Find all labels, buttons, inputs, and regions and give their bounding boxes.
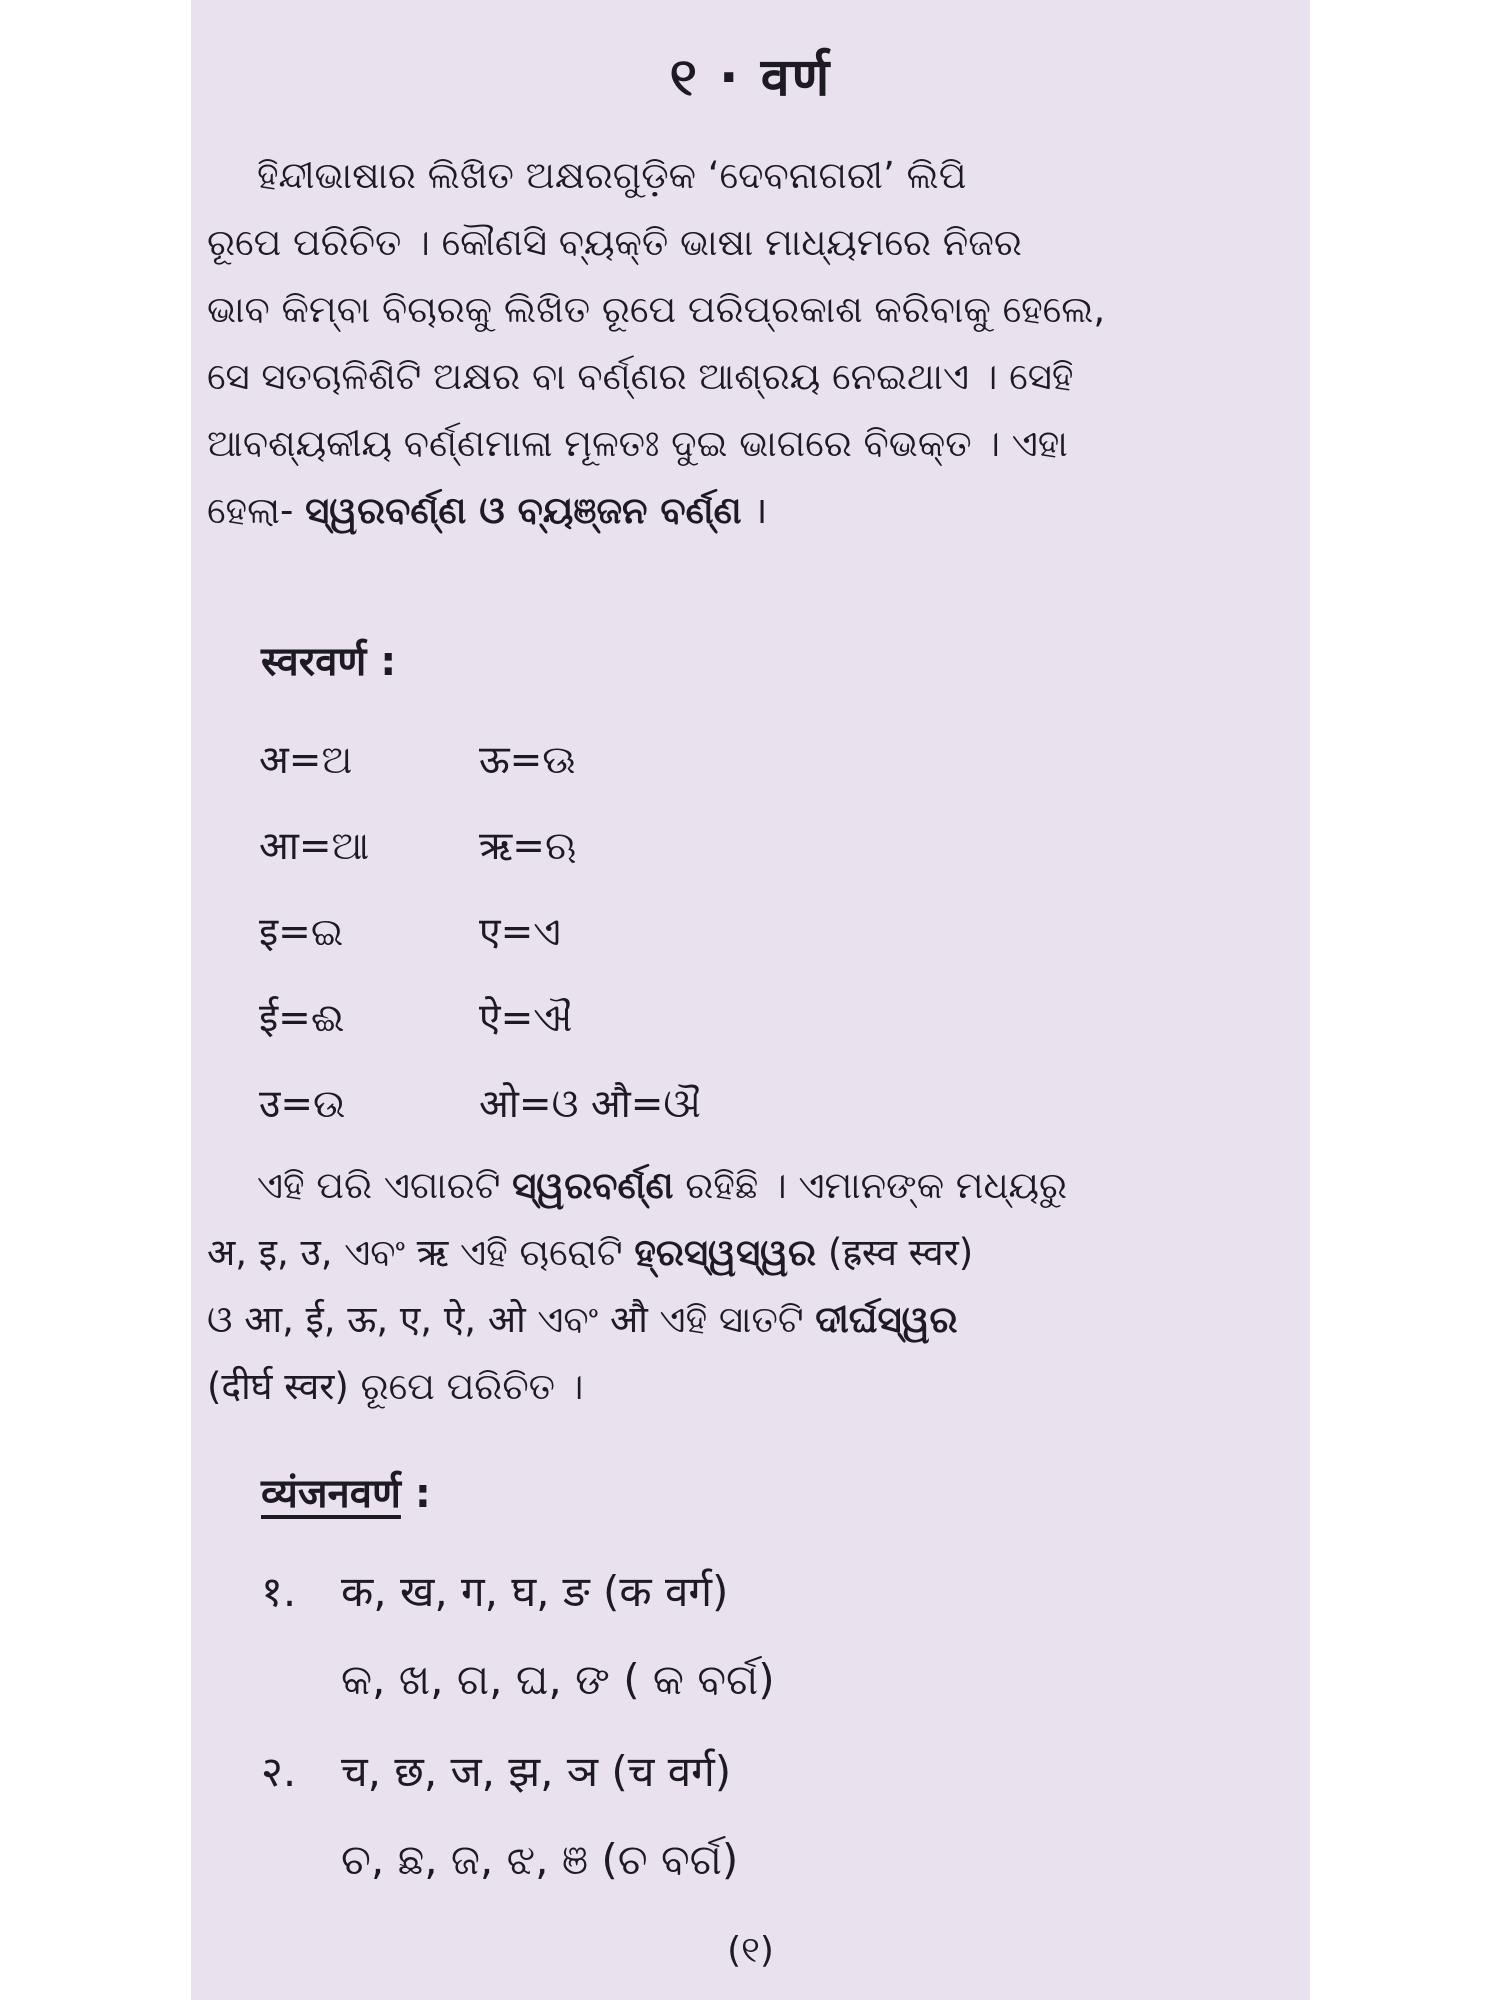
vowel-text: ଏହି ପରି ଏଗାରଟି	[257, 1164, 513, 1207]
intro-bold-terms: ସ୍ୱରବର୍ଣ୍ଣ ଓ ବ୍ୟଞ୍ଜନ ବର୍ଣ୍ଣ	[305, 489, 742, 532]
vowel-pair: आ=ଆ	[259, 823, 370, 869]
intro-line: ରୂପେ ପରିଚିତ । କୌଣସି ବ୍ୟକ୍ତି ଭାଷା ମାଧ୍ୟମରେ ନିଜର	[207, 221, 1022, 264]
intro-line: ଆବଶ୍ୟକୀୟ ବର୍ଣ୍ଣମାଳା ମୂଳତଃ ଦୁଇ ଭାଗରେ ବିଭକ୍ତ । ଏହା	[207, 422, 1068, 465]
long-vowel-term: ଦୀର୍ଘସ୍ୱର	[815, 1298, 958, 1341]
short-vowel-term: ହ୍ରସ୍ୱସ୍ୱର	[634, 1231, 817, 1274]
vowel-line	[207, 1152, 1287, 1219]
consonant-row	[261, 1545, 775, 1635]
intro-line: ଭାବ କିମ୍ବା ବିଚାରକୁ ଲିଖିତ ରୂପେ ପରିପ୍ରକାଶ କରିବାକୁ ହେଲେ,	[207, 288, 1106, 331]
page-number: (୧)	[727, 1930, 774, 1971]
vowel-row	[259, 1059, 701, 1145]
vowel-pair: अ=ଅ	[259, 737, 353, 783]
consonant-heading	[261, 1464, 431, 1519]
vowel-row	[259, 715, 701, 801]
vowel-pair: ए=ଏ	[479, 909, 561, 955]
vowel-pair: ओ=ଓ औ=ଔ	[479, 1081, 701, 1127]
consonant-heading-colon: :	[400, 1471, 431, 1517]
vowel-line	[207, 1286, 1287, 1353]
intro-line: ସେ ସତଚାଳିଶିଟି ଅକ୍ଷର ବା ବର୍ଣ୍ଣର ଆଶ୍ରୟ ନେଇଥାଏ । ସେହି	[207, 355, 1074, 398]
vowel-pair: इ=ଇ	[259, 909, 344, 955]
consonant-row	[261, 1815, 775, 1905]
vowel-list	[259, 715, 701, 1145]
book-page	[191, 0, 1310, 2000]
vowel-pair: ऋ=ଋ	[479, 823, 577, 869]
intro-text: ।	[741, 489, 768, 532]
consonant-letters: च, छ, ज, झ, ञ (च वर्ग)	[341, 1746, 732, 1796]
vowel-text: अ, इ, उ, ଏବଂ ऋ ଏହି ଚାରୋଟି	[207, 1231, 635, 1274]
vowel-explanation	[207, 1152, 1287, 1420]
vowel-heading: स्वरवर्ण :	[261, 639, 397, 685]
vowel-text: ରହିଛି । ଏମାନଙ୍କ ମଧ୍ୟରୁ	[673, 1164, 1068, 1207]
intro-line	[207, 477, 1287, 544]
consonant-letters: ଚ, ଛ, ଜ, ଝ, ଞ (ଚ ବର୍ଗ)	[341, 1835, 739, 1884]
vowel-pair: ऐ=ଐ	[479, 995, 573, 1041]
vowel-line	[207, 1219, 1287, 1286]
vowel-pair: ई=ଈ	[259, 995, 345, 1041]
consonant-letters: କ, ଖ, ଗ, ଘ, ଙ ( କ ବର୍ଗ)	[341, 1655, 775, 1704]
vowel-pair: ऊ=ଊ	[479, 737, 576, 783]
consonant-list	[261, 1545, 775, 1905]
intro-paragraph	[207, 142, 1287, 544]
consonant-heading-text: व्यंजनवर्ण	[261, 1471, 401, 1517]
vowel-pair: उ=ଉ	[259, 1081, 346, 1127]
row-number: २.	[261, 1746, 297, 1796]
consonant-row	[261, 1635, 775, 1725]
vowel-text: (ह्रस्व स्वर)	[816, 1231, 974, 1274]
vowel-row	[259, 973, 701, 1059]
consonant-letters: क, ख, ग, घ, ङ (क वर्ग)	[341, 1566, 729, 1616]
chapter-title: ୧ · वर्ण	[669, 48, 832, 108]
vowel-row	[259, 801, 701, 887]
vowel-term: ସ୍ୱରବର୍ଣ୍ଣ	[512, 1164, 674, 1207]
vowel-row	[259, 887, 701, 973]
vowel-line: (दीर्घ स्वर) ରୂପେ ପରିଚିତ ।	[207, 1365, 584, 1408]
row-number: १.	[261, 1566, 297, 1616]
consonant-row	[261, 1725, 775, 1815]
intro-line: ହିନ୍ଦୀଭାଷାର ଲିଖିତ ଅକ୍ଷରଗୁଡ଼ିକ ‘ଦେବନାଗରୀ’ ଲିପି	[257, 154, 967, 197]
vowel-text: ଓ आ, ई, ऊ, ए, ऐ, ओ ଏବଂ औ ଏହି ସାତଟି	[207, 1298, 816, 1341]
intro-text: ହେଲା-	[207, 489, 306, 532]
